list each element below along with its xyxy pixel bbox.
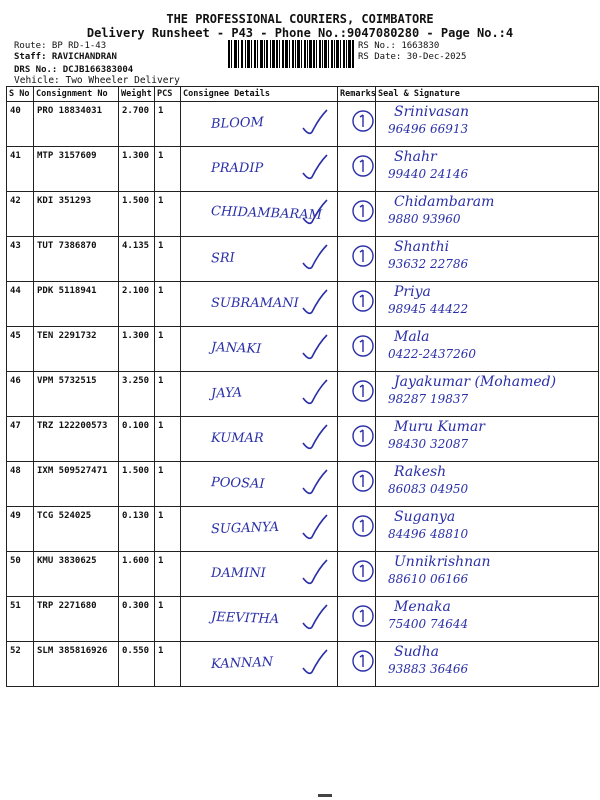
- check-mark-icon: [299, 558, 329, 588]
- drs-label: DRS No.: DCJB166383004: [14, 65, 134, 75]
- row-pcs: 1: [155, 507, 181, 552]
- signature-text: Muru Kumar: [394, 419, 485, 435]
- row-consignee: [181, 282, 338, 327]
- table-row: [7, 327, 599, 372]
- runsheet-subtitle: Delivery Runsheet - P43 - Phone No.:9047080280 - Page No.:4: [86, 26, 514, 40]
- check-mark-icon: [299, 333, 329, 363]
- signature-phone: 98430 32087: [388, 437, 469, 451]
- table-row: [7, 552, 599, 597]
- row-signature: [376, 507, 599, 552]
- table-row: [7, 102, 599, 147]
- signature-phone: 93632 22786: [388, 257, 469, 271]
- row-remarks: [338, 192, 376, 237]
- row-consignment: IXM 509527471: [34, 462, 119, 507]
- row-sno: 40: [7, 102, 34, 147]
- delivered-stamp-icon: [350, 333, 376, 359]
- row-weight: 0.300: [119, 597, 155, 642]
- table-row: [7, 642, 599, 687]
- check-mark-icon: [299, 108, 329, 138]
- signature-phone: 84496 48810: [388, 527, 469, 541]
- row-consignment: KMU 3830625: [34, 552, 119, 597]
- signature-text: Menaka: [394, 599, 451, 615]
- row-sno: 43: [7, 237, 34, 282]
- row-signature: [376, 417, 599, 462]
- row-weight: 2.700: [119, 102, 155, 147]
- runsheet-table: [6, 86, 599, 687]
- signature-text: Shanthi: [394, 239, 450, 255]
- row-pcs: 1: [155, 642, 181, 687]
- row-sno: 51: [7, 597, 34, 642]
- consignee-name: JANAKI: [210, 340, 262, 357]
- row-remarks: [338, 417, 376, 462]
- row-consignment: KDI 351293: [34, 192, 119, 237]
- row-pcs: 1: [155, 552, 181, 597]
- row-consignment: PDK 5118941: [34, 282, 119, 327]
- signature-phone: 0422-2437260: [388, 347, 477, 361]
- row-sno: 41: [7, 147, 34, 192]
- signature-phone: 99440 24146: [388, 167, 469, 181]
- row-signature: [376, 102, 599, 147]
- signature-phone: 98287 19837: [388, 392, 469, 406]
- row-consignment: VPM 5732515: [34, 372, 119, 417]
- row-consignment: PRO 18834031: [34, 102, 119, 147]
- row-sno: 42: [7, 192, 34, 237]
- row-remarks: [338, 372, 376, 417]
- signature-text: Priya: [394, 284, 431, 300]
- row-consignee: [181, 237, 338, 282]
- delivered-stamp-icon: [350, 558, 376, 584]
- row-signature: [376, 237, 599, 282]
- delivered-stamp-icon: [350, 153, 376, 179]
- check-mark-icon: [299, 468, 329, 498]
- row-weight: 1.500: [119, 462, 155, 507]
- delivered-stamp-icon: [350, 198, 376, 224]
- row-signature: [376, 372, 599, 417]
- row-signature: [376, 552, 599, 597]
- signature-phone: 86083 04950: [388, 482, 469, 496]
- row-weight: 2.100: [119, 282, 155, 327]
- row-consignee: [181, 507, 338, 552]
- row-pcs: 1: [155, 462, 181, 507]
- delivered-stamp-icon: [350, 243, 376, 269]
- delivered-stamp-icon: [350, 288, 376, 314]
- signature-text: Chidambaram: [394, 194, 495, 210]
- row-remarks: [338, 102, 376, 147]
- table-row: [7, 597, 599, 642]
- signature-text: Srinivasan: [394, 104, 470, 120]
- check-mark-icon: [299, 423, 329, 453]
- table-row: [7, 147, 599, 192]
- row-sno: 47: [7, 417, 34, 462]
- row-remarks: [338, 597, 376, 642]
- consignee-name: KUMAR: [211, 431, 264, 446]
- row-consignment: TRZ 122200573: [34, 417, 119, 462]
- row-weight: 1.500: [119, 192, 155, 237]
- header-remarks: Remarks: [338, 87, 376, 102]
- row-signature: [376, 462, 599, 507]
- row-pcs: 1: [155, 192, 181, 237]
- row-consignee: [181, 102, 338, 147]
- table-row: [7, 462, 599, 507]
- signature-text: Sudha: [394, 644, 439, 660]
- row-sno: 49: [7, 507, 34, 552]
- signature-text: Rakesh: [394, 464, 447, 480]
- row-consignee: [181, 147, 338, 192]
- row-sno: 45: [7, 327, 34, 372]
- signature-phone: 96496 66913: [388, 122, 469, 136]
- row-weight: 1.600: [119, 552, 155, 597]
- row-remarks: [338, 327, 376, 372]
- row-consignment: SLM 385816926: [34, 642, 119, 687]
- table-row: [7, 192, 599, 237]
- check-mark-icon: [299, 603, 329, 633]
- delivered-stamp-icon: [350, 468, 376, 494]
- table-row: [7, 282, 599, 327]
- table-header-row: [7, 87, 599, 102]
- header-consignment: Consignment No: [34, 87, 119, 102]
- row-pcs: 1: [155, 282, 181, 327]
- consignee-name: POOSAI: [210, 475, 265, 492]
- consignee-name: BLOOM: [210, 115, 265, 132]
- row-consignee: [181, 372, 338, 417]
- row-weight: 0.130: [119, 507, 155, 552]
- row-pcs: 1: [155, 102, 181, 147]
- row-remarks: [338, 282, 376, 327]
- row-consignee: [181, 597, 338, 642]
- signature-text: Unnikrishnan: [394, 554, 491, 570]
- row-sno: 46: [7, 372, 34, 417]
- row-consignment: TCG 524025: [34, 507, 119, 552]
- check-mark-icon: [299, 198, 329, 228]
- signature-phone: 98945 44422: [388, 302, 469, 316]
- table-row: [7, 417, 599, 462]
- row-pcs: 1: [155, 372, 181, 417]
- row-weight: 0.550: [119, 642, 155, 687]
- signature-phone: 88610 06166: [388, 572, 469, 586]
- row-weight: 1.300: [119, 327, 155, 372]
- table-row: [7, 372, 599, 417]
- barcode-image: [228, 40, 354, 68]
- route-label: Route: BP RD-1-43: [14, 41, 107, 51]
- row-consignee: [181, 192, 338, 237]
- staff-label: Staff: RAVICHANDRAN: [14, 52, 117, 62]
- signature-text: Suganya: [394, 509, 456, 525]
- signature-text: Shahr: [394, 149, 437, 165]
- header-signature: Seal & Signature: [376, 87, 599, 102]
- vehicle-label: Vehicle: Two Wheeler Delivery: [14, 75, 180, 86]
- delivered-stamp-icon: [350, 513, 376, 539]
- delivered-stamp-icon: [350, 378, 376, 404]
- row-consignment: TRP 2271680: [34, 597, 119, 642]
- row-consignee: [181, 417, 338, 462]
- row-pcs: 1: [155, 417, 181, 462]
- signature-phone: 9880 93960: [388, 212, 461, 226]
- row-remarks: [338, 147, 376, 192]
- consignee-name: CHIDAMBARAM: [210, 204, 323, 223]
- consignee-name: SRI: [210, 250, 236, 267]
- consignee-name: PRADIP: [211, 161, 264, 176]
- check-mark-icon: [299, 153, 329, 183]
- header-consignee: Consignee Details: [181, 87, 338, 102]
- consignee-name: SUGANYA: [210, 519, 280, 538]
- rs-number: RS No.: 1663830: [358, 41, 440, 51]
- signature-phone: 75400 74644: [388, 617, 469, 631]
- header-weight: Weight: [119, 87, 155, 102]
- check-mark-icon: [299, 243, 329, 273]
- row-remarks: [338, 642, 376, 687]
- row-sno: 44: [7, 282, 34, 327]
- row-consignee: [181, 462, 338, 507]
- row-weight: 1.300: [119, 147, 155, 192]
- row-consignment: TEN 2291732: [34, 327, 119, 372]
- consignee-name: KANNAN: [210, 654, 274, 673]
- signature-text: Jayakumar (Mohamed): [394, 374, 557, 390]
- row-signature: [376, 327, 599, 372]
- delivered-stamp-icon: [350, 603, 376, 629]
- row-consignment: TUT 7386870: [34, 237, 119, 282]
- row-remarks: [338, 462, 376, 507]
- row-weight: 0.100: [119, 417, 155, 462]
- row-signature: [376, 147, 599, 192]
- row-remarks: [338, 507, 376, 552]
- delivered-stamp-icon: [350, 423, 376, 449]
- row-pcs: 1: [155, 237, 181, 282]
- row-sno: 52: [7, 642, 34, 687]
- row-remarks: [338, 552, 376, 597]
- row-consignment: MTP 3157609: [34, 147, 119, 192]
- table-row: [7, 237, 599, 282]
- row-pcs: 1: [155, 597, 181, 642]
- row-signature: [376, 597, 599, 642]
- page-mark: [318, 794, 332, 797]
- rs-date: RS Date: 30-Dec-2025: [358, 52, 467, 62]
- check-mark-icon: [299, 513, 329, 543]
- row-signature: [376, 642, 599, 687]
- row-consignee: [181, 552, 338, 597]
- row-weight: 3.250: [119, 372, 155, 417]
- check-mark-icon: [299, 648, 329, 678]
- row-consignee: [181, 642, 338, 687]
- check-mark-icon: [299, 378, 329, 408]
- row-sno: 50: [7, 552, 34, 597]
- row-pcs: 1: [155, 147, 181, 192]
- delivered-stamp-icon: [350, 648, 376, 674]
- header-pcs: PCS: [155, 87, 181, 102]
- signature-phone: 93883 36466: [388, 662, 469, 676]
- consignee-name: SUBRAMANI: [211, 296, 299, 311]
- delivered-stamp-icon: [350, 108, 376, 134]
- check-mark-icon: [299, 288, 329, 318]
- signature-text: Mala: [394, 329, 430, 345]
- header-sno: S No: [7, 87, 34, 102]
- consignee-name: DAMINI: [211, 566, 266, 581]
- row-pcs: 1: [155, 327, 181, 372]
- consignee-name: JAYA: [210, 385, 243, 402]
- row-consignee: [181, 327, 338, 372]
- consignee-name: JEEVITHA: [210, 609, 280, 628]
- company-title: THE PROFESSIONAL COURIERS, COIMBATORE: [166, 12, 434, 26]
- row-signature: [376, 192, 599, 237]
- table-row: [7, 507, 599, 552]
- row-signature: [376, 282, 599, 327]
- row-sno: 48: [7, 462, 34, 507]
- row-weight: 4.135: [119, 237, 155, 282]
- row-remarks: [338, 237, 376, 282]
